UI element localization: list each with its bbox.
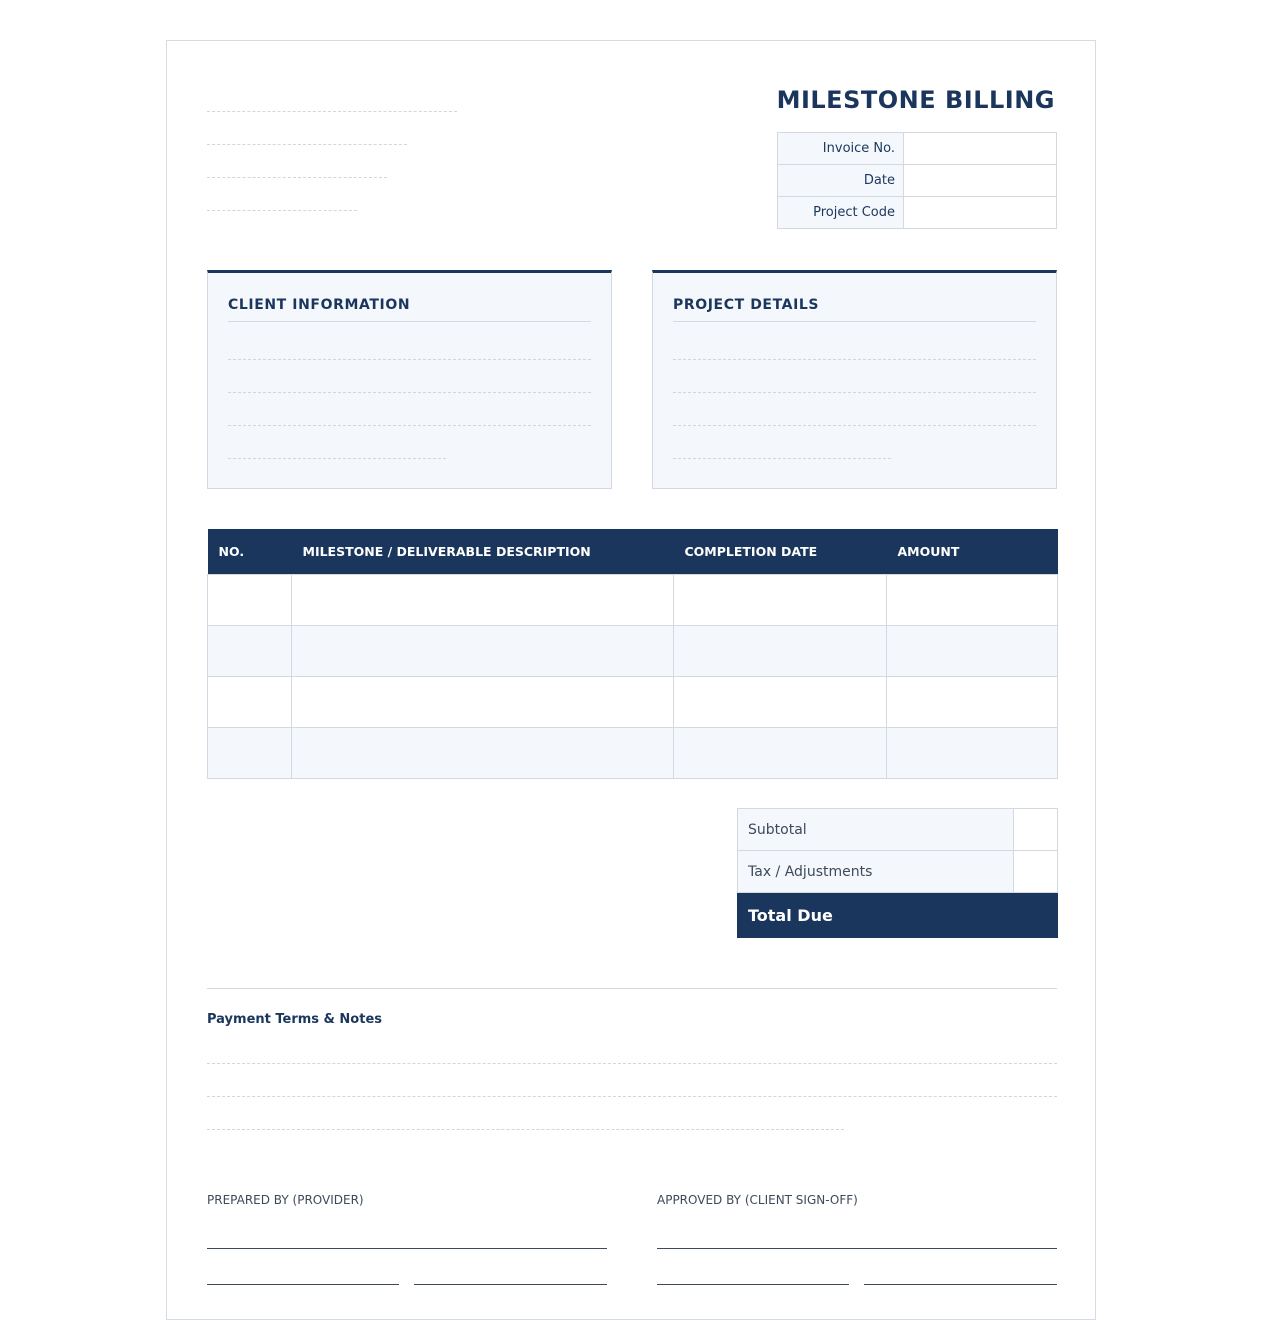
column-header-completion-date: COMPLETION DATE (674, 529, 887, 575)
meta-row-project-code (778, 197, 1057, 229)
project-line-2[interactable] (673, 392, 1036, 393)
client-line-4[interactable] (228, 458, 446, 459)
notes-line-3[interactable] (207, 1129, 844, 1130)
table-row (208, 626, 1058, 677)
column-header-amount: AMOUNT (887, 529, 1058, 575)
cell-completion-date[interactable] (674, 728, 887, 779)
meta-row-invoice-no (778, 133, 1057, 165)
project-details-box (652, 270, 1057, 489)
cell-no[interactable] (208, 728, 292, 779)
cell-no[interactable] (208, 677, 292, 728)
invoice-no-field[interactable] (904, 133, 1057, 165)
invoice-meta-table (777, 132, 1057, 229)
total-due-label: Total Due (738, 893, 1014, 938)
project-code-field[interactable] (904, 197, 1057, 229)
total-due-field[interactable] (1014, 893, 1058, 938)
table-row (208, 728, 1058, 779)
cell-description[interactable] (292, 728, 674, 779)
document-title: MILESTONE BILLING (776, 86, 1055, 114)
tax-row (738, 851, 1058, 893)
notes-line-2[interactable] (207, 1096, 1057, 1097)
invoice-page (166, 40, 1096, 1320)
approved-by-label: APPROVED BY (CLIENT SIGN-OFF) (657, 1193, 858, 1207)
milestone-table (207, 529, 1058, 779)
totals-table (737, 808, 1058, 938)
tax-label: Tax / Adjustments (738, 851, 1014, 893)
approved-by-signature-line[interactable] (657, 1248, 1057, 1249)
cell-description[interactable] (292, 575, 674, 626)
cell-description[interactable] (292, 677, 674, 728)
cell-amount[interactable] (887, 575, 1058, 626)
table-header-row (208, 529, 1058, 575)
cell-amount[interactable] (887, 626, 1058, 677)
subtotal-field[interactable] (1014, 809, 1058, 851)
client-line-3[interactable] (228, 425, 591, 426)
table-row (208, 677, 1058, 728)
cell-completion-date[interactable] (674, 677, 887, 728)
sender-line-4 (207, 210, 357, 211)
cell-completion-date[interactable] (674, 626, 887, 677)
project-details-title: PROJECT DETAILS (673, 297, 820, 313)
total-due-row (738, 893, 1058, 938)
project-line-1[interactable] (673, 359, 1036, 360)
project-details-divider (673, 321, 1036, 322)
approved-by-name-line[interactable] (657, 1284, 849, 1285)
cell-amount[interactable] (887, 728, 1058, 779)
cell-description[interactable] (292, 626, 674, 677)
date-label: Date (778, 165, 904, 197)
notes-divider (207, 988, 1057, 989)
cell-amount[interactable] (887, 677, 1058, 728)
column-header-no: NO. (208, 529, 292, 575)
cell-no[interactable] (208, 575, 292, 626)
prepared-by-name-line[interactable] (207, 1284, 399, 1285)
sender-line-3 (207, 177, 387, 178)
sender-line-2 (207, 144, 407, 145)
approved-by-date-line[interactable] (864, 1284, 1057, 1285)
tax-field[interactable] (1014, 851, 1058, 893)
cell-no[interactable] (208, 626, 292, 677)
project-code-label: Project Code (778, 197, 904, 229)
client-line-2[interactable] (228, 392, 591, 393)
client-info-divider (228, 321, 591, 322)
column-header-description: MILESTONE / DELIVERABLE DESCRIPTION (292, 529, 674, 575)
client-line-1[interactable] (228, 359, 591, 360)
notes-title: Payment Terms & Notes (207, 1012, 383, 1027)
subtotal-row (738, 809, 1058, 851)
project-line-4[interactable] (673, 458, 891, 459)
client-info-box (207, 270, 612, 489)
sender-line-1 (207, 111, 457, 112)
prepared-by-signature-line[interactable] (207, 1248, 607, 1249)
date-field[interactable] (904, 165, 1057, 197)
notes-line-1[interactable] (207, 1063, 1057, 1064)
client-info-title: CLIENT INFORMATION (228, 297, 411, 313)
subtotal-label: Subtotal (738, 809, 1014, 851)
meta-row-date (778, 165, 1057, 197)
project-line-3[interactable] (673, 425, 1036, 426)
table-row (208, 575, 1058, 626)
cell-completion-date[interactable] (674, 575, 887, 626)
prepared-by-label: PREPARED BY (PROVIDER) (207, 1193, 364, 1207)
invoice-no-label: Invoice No. (778, 133, 904, 165)
prepared-by-date-line[interactable] (414, 1284, 607, 1285)
